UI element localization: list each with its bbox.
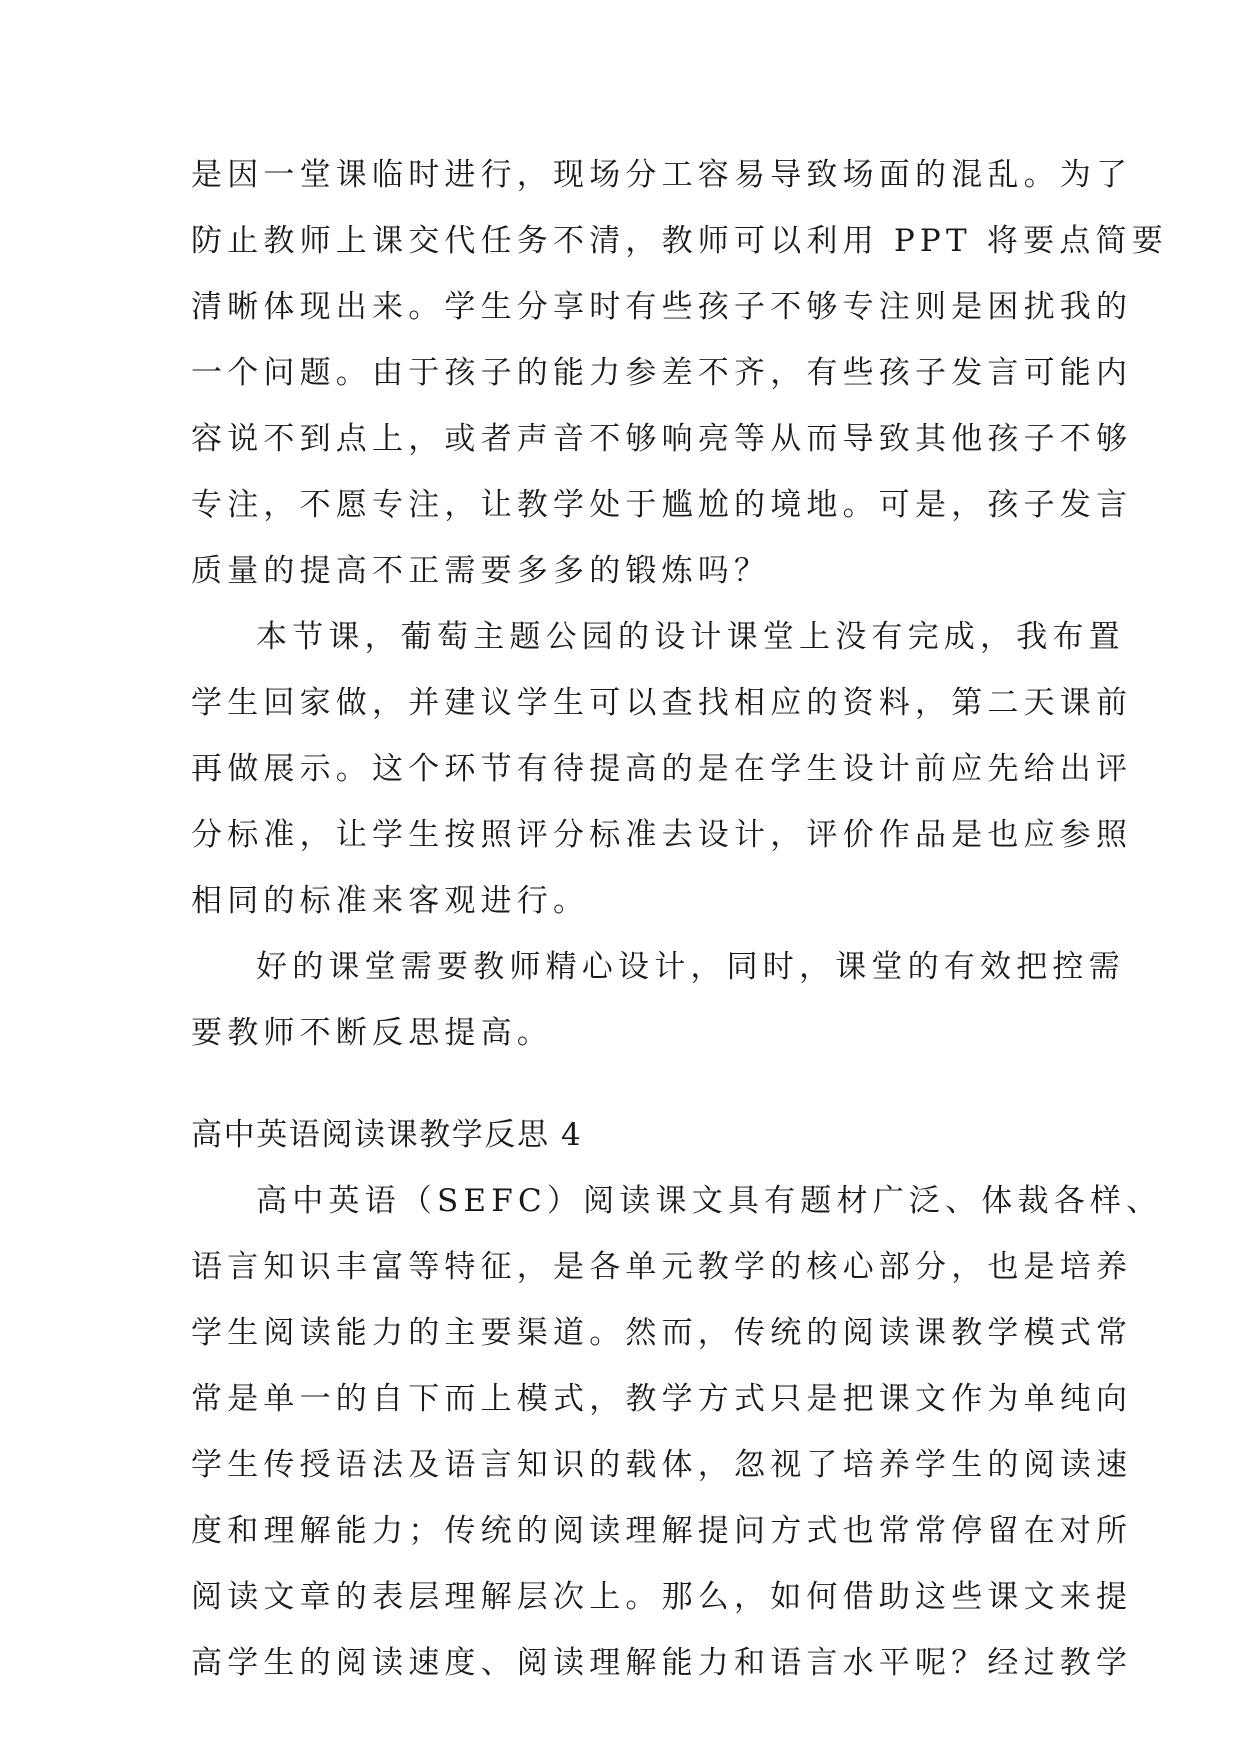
paragraph-line: 高中英语（SEFC）阅读课文具有题材广泛、体裁各样、 — [256, 1183, 1163, 1219]
paragraph-line: 学生传授语法及语言知识的载体，忽视了培养学生的阅读速 — [191, 1447, 1133, 1483]
paragraph-line: 是因一堂课临时进行，现场分工容易导致场面的混乱。为了 — [191, 157, 1133, 193]
paragraph-line: 好的课堂需要教师精心设计，同时，课堂的有效把控需 — [256, 949, 1125, 985]
paragraph-line: 高学生的阅读速度、阅读理解能力和语言水平呢？经过教学 — [191, 1645, 1133, 1681]
paragraph-line: 相同的标准来客观进行。 — [191, 883, 590, 919]
paragraph-line: 语言知识丰富等特征，是各单元教学的核心部分，也是培养 — [191, 1249, 1133, 1285]
paragraph-line: 质量的提高不正需要多多的锻炼吗？ — [191, 553, 771, 589]
paragraph-line: 学生阅读能力的主要渠道。然而，传统的阅读课教学模式常 — [191, 1315, 1133, 1351]
paragraph-line: 阅读文章的表层理解层次上。那么，如何借助这些课文来提 — [191, 1579, 1133, 1615]
section-heading: 高中英语阅读课教学反思 4 — [191, 1117, 583, 1153]
paragraph-line: 清晰体现出来。学生分享时有些孩子不够专注则是困扰我的 — [191, 289, 1133, 325]
paragraph-line: 学生回家做，并建议学生可以查找相应的资料，第二天课前 — [191, 685, 1133, 721]
paragraph-line: 要教师不断反思提高。 — [191, 1015, 553, 1051]
paragraph-line: 容说不到点上，或者声音不够响亮等从而导致其他孩子不够 — [191, 421, 1133, 457]
paragraph-line: 本节课，葡萄主题公园的设计课堂上没有完成，我布置 — [256, 619, 1125, 655]
paragraph-line: 度和理解能力；传统的阅读理解提问方式也常常停留在对所 — [191, 1513, 1133, 1549]
paragraph-line: 再做展示。这个环节有待提高的是在学生设计前应先给出评 — [191, 751, 1133, 787]
paragraph-line: 专注，不愿专注，让教学处于尴尬的境地。可是，孩子发言 — [191, 487, 1133, 523]
paragraph-line: 防止教师上课交代任务不清，教师可以利用 PPT 将要点简要 — [191, 223, 1168, 259]
paragraph-line: 一个问题。由于孩子的能力参差不齐，有些孩子发言可能内 — [191, 355, 1133, 391]
paragraph-line: 分标准，让学生按照评分标准去设计，评价作品是也应参照 — [191, 817, 1133, 853]
paragraph-line: 常是单一的自下而上模式，教学方式只是把课文作为单纯向 — [191, 1381, 1133, 1417]
